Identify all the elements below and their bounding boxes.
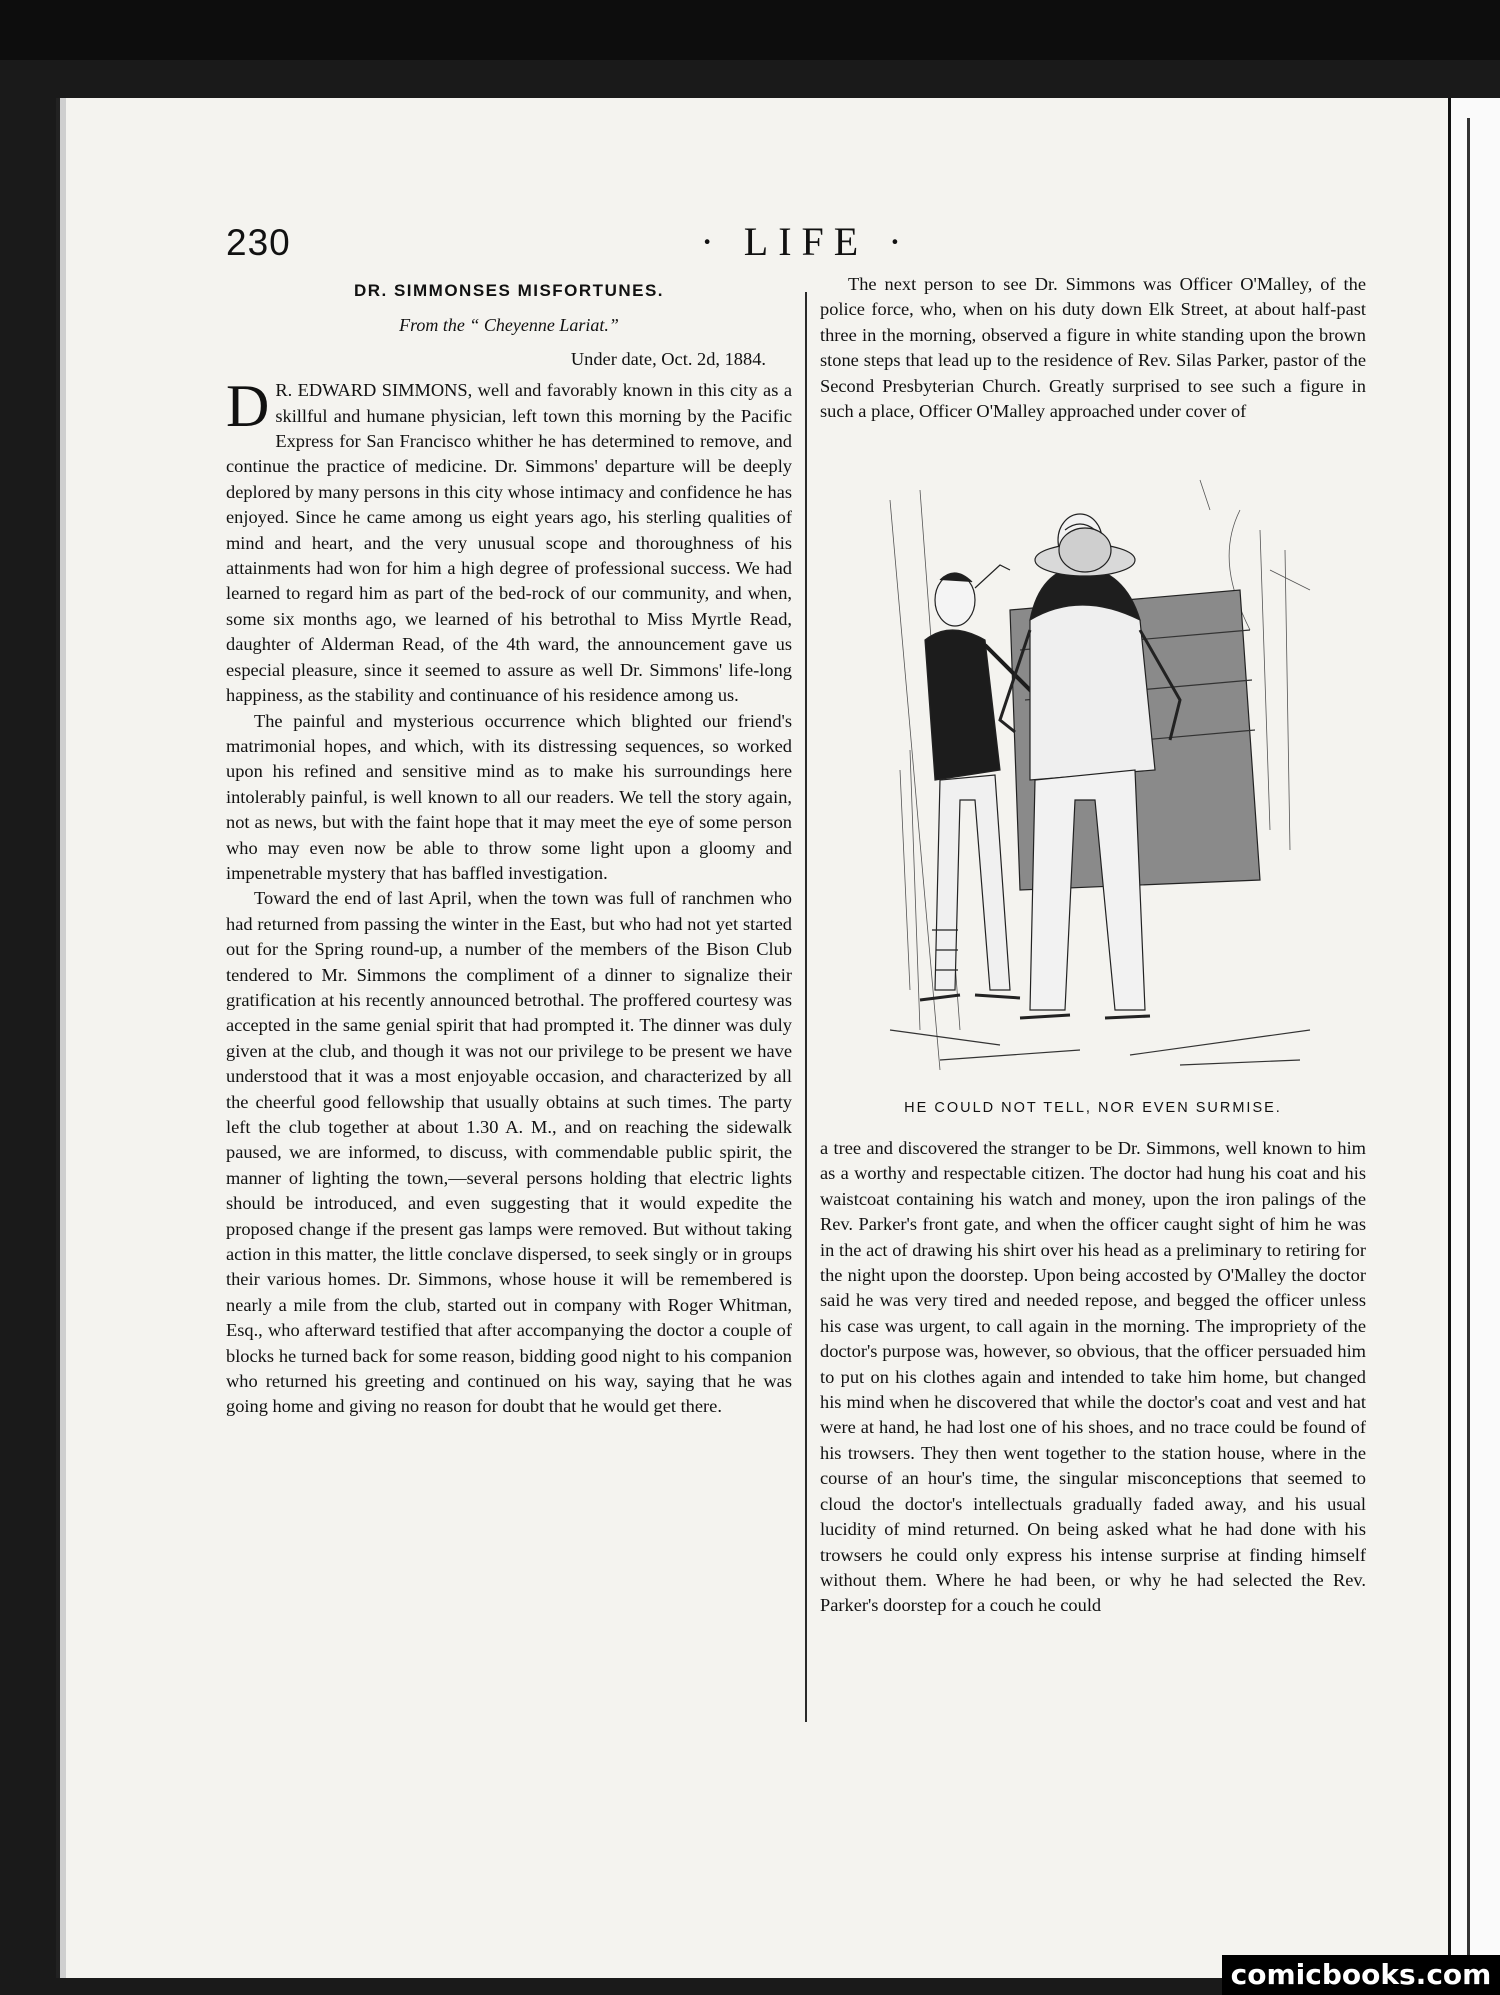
paragraph-2: The painful and mysterious occurrence which blighted our friend's matrimonial hopes, and which, with its distressing sequences, so worked upon his refined and sensitive mind as to make his surroundings here intolerably painful, is well known to all our readers. We tell the story again, not as news, but with the faint hope that it may meet the eye of some person who may even now be able to throw some light upon a gloomy and impenetrable mystery that has baffled investigation. bbox=[226, 710, 792, 883]
article-dateline: Under date, Oct. 2d, 1884. bbox=[570, 348, 766, 369]
right-column-top bbox=[820, 272, 1366, 424]
paragraph-5: a tree and discovered the stranger to be Dr. Simmons, well known to him as a worthy and respectable citizen. The doctor had hung his coat and his waistcoat containing his watch and money, upon the iron palings of the Rev. Parker's front gate, and when the officer caught sight of him he was in the act of drawing his shirt over his head as a preliminary to retiring for the night upon the doorstep. Upon being accosted by O'Malley the doctor said he was very tired and needed repose, and begged the officer unless his case was urgent, to call again in the morning. The impropriety of the doctor's purpose was, however, so obvious, that the officer persuaded him to put on his clothes again and intended to take him home, but changed his mind when he discovered that while the doctor's coat and vest and hat were at hand, he had lost one of his shoes, and no trace could be found of his trowsers. They then went together to the station house, where in the course of an hour's time, the singular misconceptions that seemed to cloud the doctor's intellectuals gradually faded away, and his usual lucidity of mind returned. On being asked what he had done with his trowsers he could only express his intense surprise at finding himself without them. Where he had been, or why he had selected the Rev. Parker's doorstep for a couch he could bbox=[820, 1138, 1366, 1616]
next-page-edge bbox=[1448, 98, 1500, 1978]
floor-lines bbox=[890, 1030, 1310, 1065]
column-divider bbox=[805, 292, 807, 1722]
paragraph-1 bbox=[226, 373, 792, 708]
scan-top-band bbox=[0, 0, 1500, 60]
masthead: · LIFE · bbox=[700, 219, 912, 264]
paragraph-3: Toward the end of last April, when the town was full of ranchmen who had returned from passing the winter in the East, but who had not yet started out for the Spring round-up, a number of the members of the Bison Club tendered to Mr. Simmons the compliment of a dinner to signalize their gratification at his recently announced betrothal. The proffered courtesy was accepted in the same genial spirit that had prompted it. The dinner was duly given at the club, and though it was not our privilege to be present we have understood that it was a most enjoyable occasion, and characterized by all the cheerful good fellowship that usually obtains at such times. The party left the club together at about 1.30 A. M., and on reaching the sidewalk paused, we are informed, to discuss, with commendable public spirit, the manner of lighting the town,—several persons holding that electric lights should be introduced, and even suggesting that it would expedite the proposed change if the present gas lamps were removed. But without taking action in this matter, the little conclave dispersed, to seek singly or in groups their various homes. Dr. Simmons, whose house it will be remembered is nearly a mile from the club, started out in company with Roger Whitman, Esq., who afterward testified that after accompanying the doctor a couple of blocks he turned back for some reason, bidding good night to his companion who returned his greeting and continued on his way, saying that he was going home and giving no reason for doubt that he would get there. bbox=[226, 888, 792, 1417]
left-column bbox=[226, 272, 792, 1420]
article-source: From the “ Cheyenne Lariat.” bbox=[399, 315, 619, 336]
illustration-caption: HE COULD NOT TELL, NOR EVEN SURMISE. bbox=[904, 1100, 1282, 1116]
page-edge-rule bbox=[1467, 118, 1470, 1958]
paragraph-1-text: R. EDWARD SIMMONS, well and favorably known in this city as a skillful and humane physician, left town this morning by the Pacific Express for San Francisco whither he has determined to remove, and continue the practice of medicine. Dr. Simmons' departure will be deeply deplored by many persons in this city whose intimacy and confidence he has enjoyed. Since he came among us eight years ago, his sterling qualities of mind and heart, and the very unusual scope and thoroughness of his attainments had won for him a high degree of professional success. We had learned to regard him as part of the bed-rock of our community, and when, some six months ago, we learned of his betrothal to Miss Myrtle Read, daughter of Alderman Read, of the 4th ward, the announcement gave us especial pleasure, since it seemed to assure as well Dr. Simmons' life-long happiness, as the stability and continuance of his residence among us. bbox=[226, 380, 792, 706]
engraving-illustration bbox=[880, 470, 1320, 1070]
paragraph-4: The next person to see Dr. Simmons was Officer O'Malley, of the police force, who, when on his duty down Elk Street, at about half-past three in the morning, observed a figure in white standing upon the brown stone steps that lead up to the residence of Rev. Silas Parker, pastor of the Second Presbyterian Church. Greatly surprised to see such a figure in such a place, Officer O'Malley approached under cover of bbox=[820, 274, 1366, 422]
page-number: 230 bbox=[226, 222, 291, 263]
right-column-bottom bbox=[820, 1136, 1366, 1619]
article-title: DR. SIMMONSES MISFORTUNES. bbox=[353, 281, 665, 300]
drop-cap: D bbox=[226, 373, 270, 440]
site-watermark: comicbooks.com bbox=[1222, 1955, 1500, 1995]
